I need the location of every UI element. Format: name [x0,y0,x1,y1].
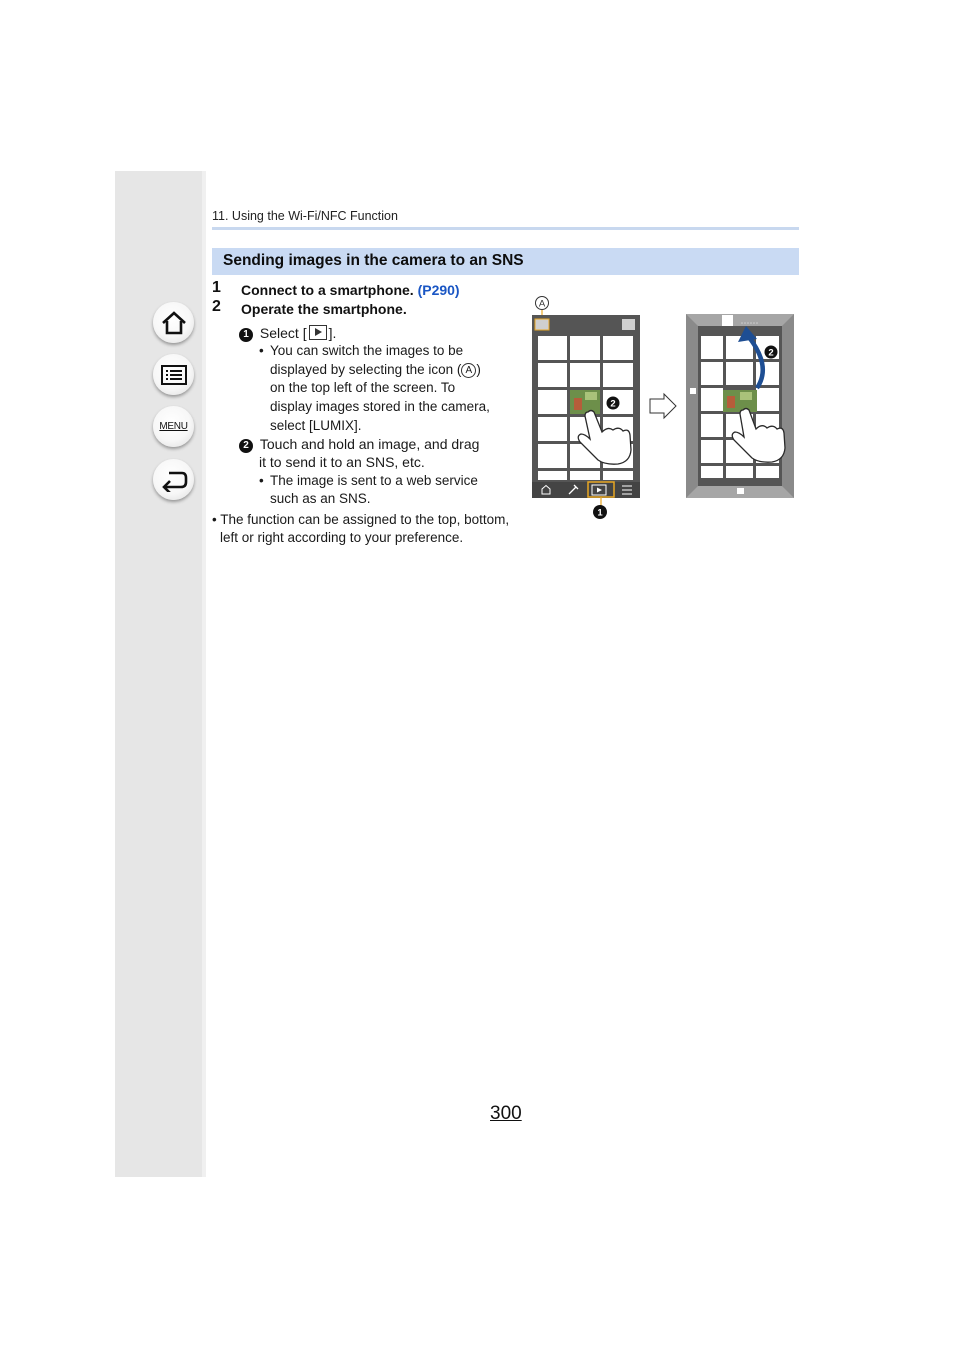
page-number: 300 [490,1103,522,1124]
table-of-contents-icon [160,364,188,386]
note-line-2: left or right according to your preference. [220,530,464,545]
step-1 [241,282,460,298]
header-divider [212,227,799,230]
step-2-number: 2 [212,298,221,315]
menu-label: MENU [159,421,188,432]
playback-icon [309,325,327,340]
home-button[interactable] [153,302,194,343]
phone-screen-1 [532,315,640,506]
figure-marker-2a: 2 [610,398,616,410]
back-button[interactable] [153,459,194,500]
page-link-p290[interactable]: (P290) [417,282,460,298]
note-line-2-text: displayed by selecting the icon ( [270,362,462,377]
smartphone-figure [530,292,800,522]
substep-1-note-line-4: display images stored in the camera, [270,399,490,414]
menu-button[interactable] [153,406,194,447]
substep-2 [239,436,479,453]
svg-text:A: A [538,298,546,310]
substep-1-marker: 1 [239,328,253,342]
section-title: Sending images in the camera to an SNS [223,252,524,269]
substep-1-bullet: • [259,343,264,358]
label-a [536,297,549,318]
substep-1-note-line-3: on the top left of the screen. To [270,380,456,395]
chapter-header: 11. Using the Wi-Fi/NFC Function [212,209,398,223]
step-2-text: Operate the smartphone. [241,301,407,317]
substep-1 [239,325,336,342]
note-line-1: • The function can be assigned to the top, bottom, [212,512,510,527]
substep-2-bullet: • [259,473,264,488]
sidebar-edge [202,171,206,1177]
substep-2-line-2: it to send it to an SNS, etc. [259,454,425,470]
figure-marker-2b: 2 [768,347,774,359]
substep-1-note-line-1: You can switch the images to be [270,343,464,358]
figure-marker-1: 1 [597,507,603,519]
substep-1-note-line-2 [270,362,481,378]
substep-2-marker: 2 [239,439,253,453]
label-a-icon: A [461,363,476,378]
section-heading-bar [212,248,799,275]
substep-2-line-1: Touch and hold an image, and drag [259,436,480,452]
step-1-text: Connect to a smartphone. [241,282,414,298]
substep-1-note-line-5: select [LUMIX]. [270,418,362,433]
contents-button[interactable] [153,354,194,395]
right-arrow-icon [650,394,676,418]
substep-1-suffix: ]. [328,325,337,341]
substep-1-prefix: Select [ [259,325,307,341]
note-line-2-close: ) [476,362,481,377]
home-icon [160,310,188,336]
back-icon [160,468,188,492]
step-1-number: 1 [212,279,221,296]
substep-2-note-line-1: The image is sent to a web service [270,473,478,488]
substep-2-note-line-2: such as an SNS. [270,491,371,506]
